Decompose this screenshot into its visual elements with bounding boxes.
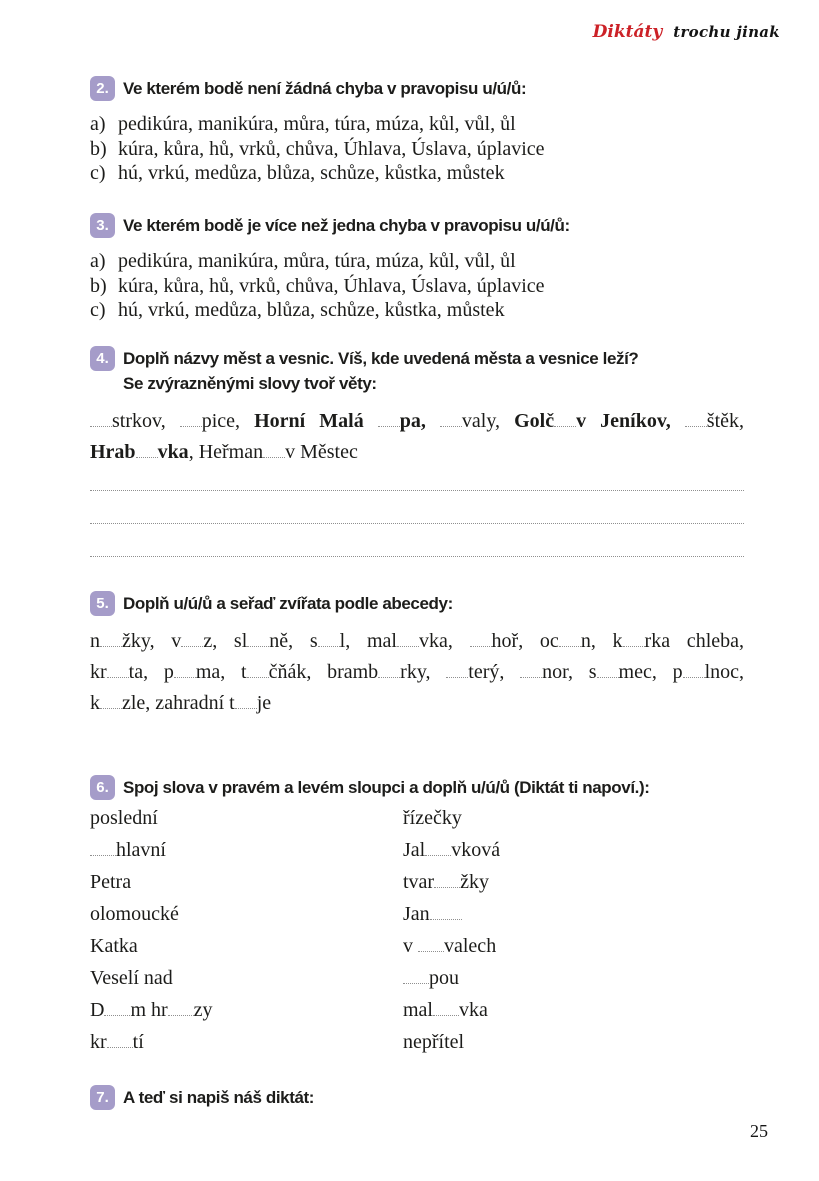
exercise-5: [90, 591, 744, 719]
exercise-header: [90, 1085, 744, 1110]
exercise-number-badge: 6.: [90, 775, 115, 800]
header-series-title: Diktáty: [592, 22, 663, 42]
text-segment: tvar: [403, 871, 435, 893]
header-subtitle: trochu jinak: [673, 23, 780, 41]
text-segment: [671, 410, 685, 432]
fill-blank: [597, 677, 619, 678]
fill-blank: [520, 677, 542, 678]
text-segment: pa,: [399, 410, 426, 432]
fill-blank: [318, 646, 340, 647]
exercise-heading: [123, 591, 453, 616]
fill-blank: [104, 1015, 130, 1016]
fill-line: [90, 406, 744, 437]
exercise-heading-line: Doplň u/ú/ů a seřaď zvířata podle abecedy:: [123, 594, 453, 613]
text-segment: Petra: [90, 871, 132, 893]
text-segment: vka,: [418, 630, 470, 652]
option-text: kúra, kůra, hů, vrků, chůva, Úhlava, Úslava, úplavice: [118, 137, 545, 160]
answer-line: [90, 491, 744, 524]
text-segment: valy,: [461, 410, 515, 432]
text-segment: žky, v: [122, 630, 182, 652]
fill-blank: [403, 983, 429, 984]
fill-blank: [107, 1047, 133, 1048]
match-right-item: [403, 834, 744, 866]
text-segment: mal: [403, 999, 433, 1021]
option-label: b): [90, 137, 107, 160]
match-right-item: [403, 866, 744, 898]
fill-blank: [433, 1015, 459, 1016]
page-number: 25: [750, 1121, 768, 1141]
text-segment: řízečky: [403, 807, 462, 829]
text-segment: m hr: [130, 999, 168, 1021]
match-columns: [90, 802, 744, 1058]
fill-blank: [378, 426, 400, 427]
fill-blank: [90, 426, 112, 427]
match-right-item: [403, 962, 744, 994]
text-segment: pou: [429, 967, 459, 989]
fill-blank: [263, 457, 285, 458]
text-segment: pice,: [201, 410, 255, 432]
fill-blank: [247, 677, 269, 678]
text-segment: zy: [193, 999, 213, 1021]
fill-blank: [470, 646, 492, 647]
match-left-item: [90, 898, 403, 930]
fill-blank: [107, 677, 129, 678]
match-right-item: [403, 802, 744, 834]
match-row: [90, 866, 744, 898]
option-list: [90, 249, 744, 323]
text-segment: ta, p: [128, 661, 174, 683]
match-row: [90, 962, 744, 994]
fill-blank: [440, 426, 462, 427]
text-segment: l, mal: [339, 630, 397, 652]
fill-blank: [100, 708, 122, 709]
text-segment: čňák, bramb: [268, 661, 379, 683]
fill-blank: [430, 919, 462, 920]
fill-blank: [434, 887, 460, 888]
fill-blank: [623, 646, 645, 647]
option-item: [90, 112, 744, 137]
exercise-7: [90, 1085, 744, 1110]
option-item: [90, 161, 744, 186]
answer-line: [90, 524, 744, 557]
option-label: c): [90, 299, 106, 321]
exercise-heading-line: Ve kterém bodě není žádná chyba v pravopisu u/ú/ů:: [123, 79, 527, 98]
option-text: kúra, kůra, hů, vrků, chůva, Úhlava, Úslava, úplavice: [118, 274, 545, 297]
text-segment: nepřítel: [403, 1031, 465, 1053]
exercise-4: [90, 346, 744, 557]
exercise-3: [90, 213, 744, 323]
exercise-header: [90, 591, 744, 616]
exercise-header: [90, 775, 744, 800]
fill-blank: [554, 426, 576, 427]
exercise-number-badge: 4.: [90, 346, 115, 371]
text-segment: v Jeníkov,: [576, 410, 671, 432]
option-text: hú, vrkú, medůza, blůza, schůze, kůstka, můstek: [118, 162, 505, 184]
exercise-number-badge: 3.: [90, 213, 115, 238]
text-segment: lnoc,: [704, 661, 745, 683]
fill-blank: [235, 708, 257, 709]
text-segment: kr: [90, 661, 107, 683]
match-left-item: [90, 994, 403, 1026]
text-segment: zle, zahradní t: [122, 692, 235, 714]
option-text: hú, vrkú, medůza, blůza, schůze, kůstka, můstek: [118, 299, 505, 321]
text-segment: k: [90, 692, 100, 714]
match-left-item: [90, 802, 403, 834]
exercise-number-badge: 5.: [90, 591, 115, 616]
text-segment: D: [90, 999, 105, 1021]
fill-blank: [180, 426, 202, 427]
text-segment: Katka: [90, 935, 138, 957]
text-segment: terý,: [468, 661, 521, 683]
option-label: a): [90, 250, 106, 272]
match-row: [90, 898, 744, 930]
option-item: [90, 274, 744, 299]
exercise-header: [90, 76, 744, 101]
option-item: [90, 249, 744, 274]
exercise-heading: [123, 346, 638, 396]
option-label: a): [90, 113, 106, 135]
text-segment: v Městec: [285, 441, 358, 463]
option-label: c): [90, 162, 106, 184]
match-row: [90, 1026, 744, 1058]
match-left-item: [90, 1026, 403, 1058]
match-left-item: [90, 834, 403, 866]
text-segment: vka: [459, 999, 488, 1021]
text-segment: vka: [157, 441, 189, 463]
text-segment: , Heřman: [188, 441, 264, 463]
exercise-heading: [123, 775, 650, 800]
exercise-header: [90, 213, 744, 238]
match-left-item: [90, 930, 403, 962]
exercise-2: [90, 76, 744, 186]
text-segment: Golč: [514, 410, 555, 432]
match-row: [90, 930, 744, 962]
text-segment: rky,: [400, 661, 447, 683]
match-row: [90, 834, 744, 866]
text-segment: štěk,: [706, 410, 744, 432]
exercise-6: [90, 775, 744, 1058]
match-row: [90, 994, 744, 1026]
text-segment: v: [403, 935, 418, 957]
fill-blank: [378, 677, 400, 678]
exercise-heading-line: A teď si napiš náš diktát:: [123, 1088, 315, 1107]
fill-line: [90, 688, 744, 719]
text-segment: z, sl: [203, 630, 248, 652]
text-segment: nor, s: [542, 661, 597, 683]
answer-line: [90, 468, 744, 491]
option-text: pedikúra, manikúra, můra, túra, múza, kůl, vůl, ůl: [118, 250, 516, 272]
option-item: [90, 137, 744, 162]
option-item: [90, 298, 744, 323]
text-segment: n: [90, 630, 100, 652]
match-left-item: [90, 962, 403, 994]
fill-blank: [181, 646, 203, 647]
fill-blank: [247, 646, 269, 647]
fill-blank: [683, 677, 705, 678]
text-segment: strkov,: [112, 410, 180, 432]
fill-blank: [174, 677, 196, 678]
fill-blank: [100, 646, 122, 647]
exercise-number-badge: 7.: [90, 1085, 115, 1110]
text-segment: poslední: [90, 807, 158, 829]
exercise-heading: [123, 1085, 314, 1110]
text-segment: Jan: [403, 903, 430, 925]
text-segment: Jal: [403, 839, 426, 861]
text-segment: je: [256, 692, 272, 714]
option-list: [90, 112, 744, 186]
exercise-heading: [123, 76, 526, 101]
fill-blank: [418, 951, 444, 952]
text-segment: mec, p: [618, 661, 683, 683]
match-right-item: [403, 1026, 744, 1058]
exercise-heading: [123, 213, 570, 238]
option-label: b): [90, 274, 107, 297]
text-segment: ně, s: [269, 630, 318, 652]
text-segment: Veselí nad: [90, 967, 173, 989]
page-header: [593, 22, 780, 42]
text-segment: hlavní: [116, 839, 166, 861]
fill-blank: [425, 855, 451, 856]
match-right-item: [403, 930, 744, 962]
text-segment: Horní Malá: [254, 410, 378, 432]
text-segment: rka chleba,: [644, 630, 744, 652]
match-right-item: [403, 898, 744, 930]
text-segment: olomoucké: [90, 903, 179, 925]
text-segment: vková: [451, 839, 501, 861]
text-segment: žky: [460, 871, 489, 893]
fill-paragraph: [90, 626, 744, 719]
fill-blank: [446, 677, 468, 678]
text-segment: kr: [90, 1031, 107, 1053]
fill-blank: [136, 457, 158, 458]
text-segment: Hrab: [90, 441, 136, 463]
fill-blank: [559, 646, 581, 647]
answer-lines: [90, 468, 744, 557]
exercise-number-badge: 2.: [90, 76, 115, 101]
text-segment: hoř, oc: [491, 630, 559, 652]
fill-blank: [168, 1015, 194, 1016]
text-segment: ma, t: [195, 661, 247, 683]
fill-blank: [685, 426, 707, 427]
text-segment: tí: [132, 1031, 144, 1053]
match-left-item: [90, 866, 403, 898]
text-segment: n, k: [580, 630, 623, 652]
exercise-header: [90, 346, 744, 396]
fill-blank: [90, 855, 116, 856]
exercise-heading-line: Spoj slova v pravém a levém sloupci a doplň u/ú/ů (Diktát ti napoví.):: [123, 778, 650, 797]
exercise-heading-line: Se zvýrazněnými slovy tvoř věty:: [123, 374, 377, 393]
option-text: pedikúra, manikúra, můra, túra, múza, kůl, vůl, ůl: [118, 113, 516, 135]
match-right-item: [403, 994, 744, 1026]
fill-line: [90, 657, 744, 688]
fill-line: [90, 437, 744, 468]
text-segment: valech: [444, 935, 497, 957]
fill-line: [90, 626, 744, 657]
exercise-heading-line: Doplň názvy měst a vesnic. Víš, kde uvedená města a vesnice leží?: [123, 349, 639, 368]
fill-paragraph: [90, 406, 744, 468]
exercise-heading-line: Ve kterém bodě je více než jedna chyba v pravopisu u/ú/ů:: [123, 216, 570, 235]
fill-blank: [397, 646, 419, 647]
match-row: [90, 802, 744, 834]
text-segment: [426, 410, 440, 432]
